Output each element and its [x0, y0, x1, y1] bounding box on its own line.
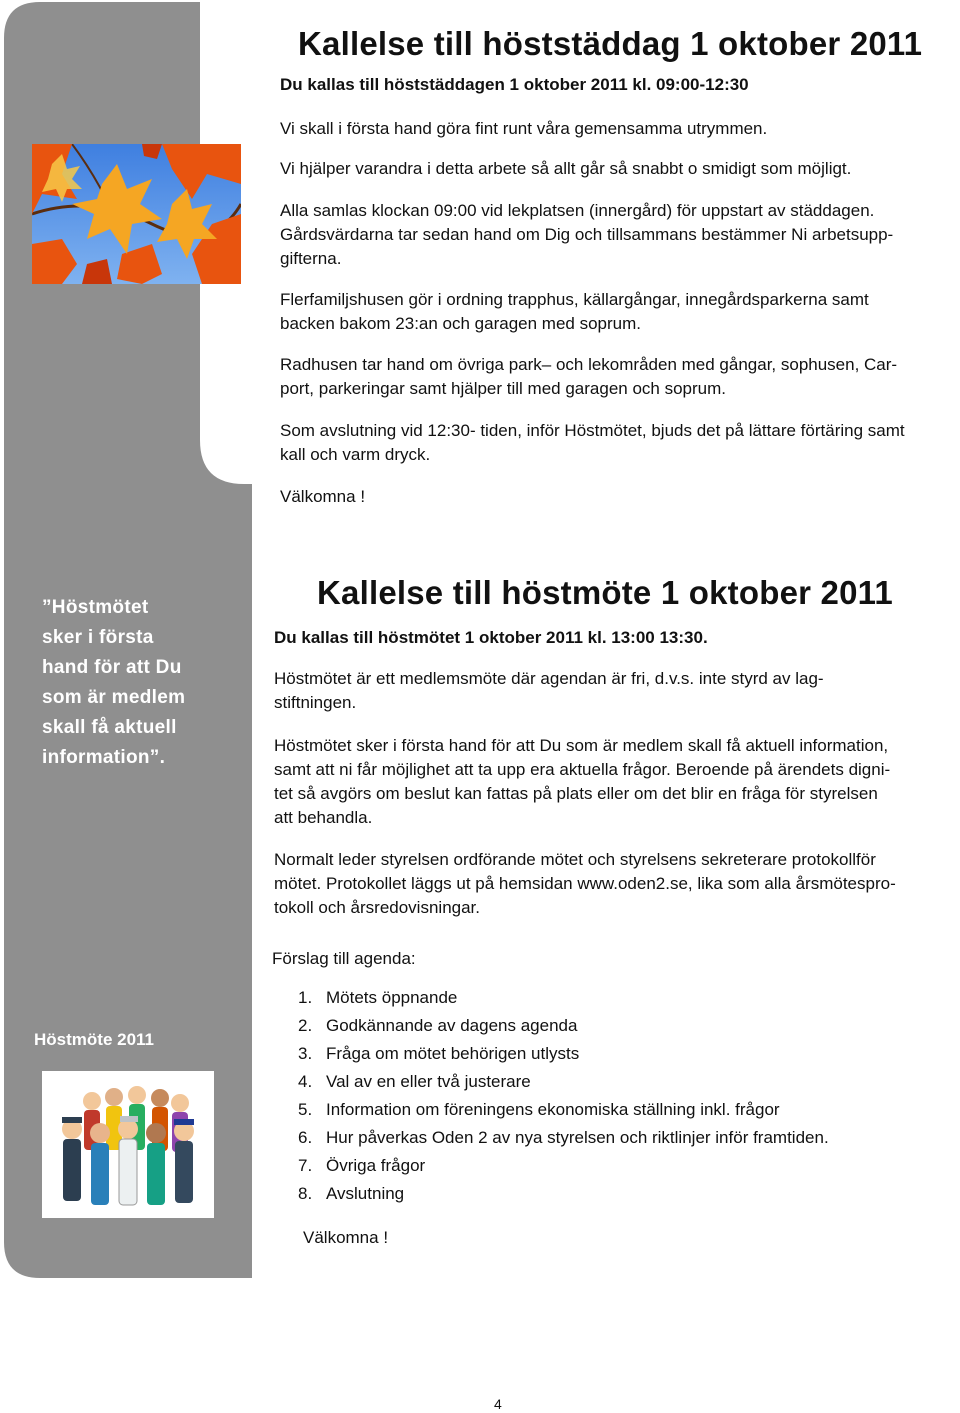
agenda-heading: Förslag till agenda:: [272, 949, 416, 968]
text-line: tokoll och årsredovisningar.: [274, 898, 481, 917]
text-line: Gårdsvärdarna tar sedan hand om Dig och tillsammans bestämmer Ni arbetsupp-: [280, 225, 894, 244]
text-line: backen bakom 23:an och garagen med soprum.: [280, 314, 642, 333]
meeting-welcome: Välkomna !: [303, 1228, 389, 1247]
meeting-paragraph-2: [274, 734, 890, 830]
text-line: Normalt leder styrelsen ordförande mötet och styrelsens sekreterare protokollför: [274, 850, 876, 869]
agenda-text: Avslutning: [326, 1184, 405, 1203]
agenda-item: [298, 1098, 829, 1126]
text-line: Höstmötet är ett medlemsmöte där agendan är fri, d.v.s. inte styrd av lag-: [274, 669, 824, 688]
text-line: stiftningen.: [274, 693, 357, 712]
agenda-list: [298, 986, 829, 1210]
agenda-item: [298, 1014, 829, 1042]
quote-line: ”Höstmötet: [42, 597, 149, 618]
quote-line: information”.: [42, 747, 166, 768]
meeting-subtitle: Du kallas till höstmötet 1 oktober 2011 kl. 13:00 13:30.: [274, 628, 708, 647]
agenda-number: 8.: [298, 1184, 313, 1203]
agenda-text: Fråga om mötet behörigen utlysts: [326, 1044, 580, 1063]
text-line: Radhusen tar hand om övriga park– och lekområden med gångar, sophusen, Car-: [280, 355, 898, 374]
quote-line: sker i första: [42, 627, 154, 648]
agenda-number: 6.: [298, 1128, 313, 1147]
agenda-text: Mötets öppnande: [326, 988, 458, 1007]
agenda-item: [298, 986, 829, 1014]
agenda-text: Godkännande av dagens agenda: [326, 1016, 578, 1035]
agenda-number: 7.: [298, 1156, 313, 1175]
text-line: gifterna.: [280, 249, 342, 268]
agenda-number: 3.: [298, 1044, 313, 1063]
meeting-paragraph-3: [274, 848, 896, 920]
agenda-text: Information om föreningens ekonomiska ställning inkl. frågor: [326, 1100, 780, 1119]
sidebar-label: Höstmöte 2011: [34, 1030, 154, 1049]
autumn-leaves-photo: [32, 144, 241, 284]
agenda-item: [298, 1182, 829, 1210]
cleanup-day-title: Kallelse till höststäddag 1 oktober 2011: [298, 25, 923, 62]
agenda-item: [298, 1126, 829, 1154]
meeting-title: Kallelse till höstmöte 1 oktober 2011: [317, 574, 893, 611]
agenda-number: 1.: [298, 988, 313, 1007]
cleanup-paragraph-2: Vi hjälper varandra i detta arbete så allt går så snabbt o smidigt som möjligt.: [280, 159, 852, 178]
people-illustration: [42, 1071, 214, 1218]
agenda-text: Övriga frågor: [326, 1156, 426, 1175]
cleanup-paragraph-1: Vi skall i första hand göra fint runt våra gemensamma utrymmen.: [280, 119, 768, 138]
page-number: 4: [494, 1396, 502, 1412]
agenda-number: 2.: [298, 1016, 313, 1035]
quote-line: hand för att Du: [42, 657, 182, 678]
text-line: port, parkeringar samt hjälper till med garagen och soprum.: [280, 379, 726, 398]
agenda-item: [298, 1070, 829, 1098]
text-line: mötet. Protokollet läggs ut på hemsidan www.oden2.se, lika som alla årsmötespro-: [274, 874, 896, 893]
agenda-number: 4.: [298, 1072, 313, 1091]
text-line: samt att ni får möjlighet att ta upp era aktuella frågor. Beroende på ärendets digni-: [274, 760, 891, 779]
text-line: att behandla.: [274, 808, 373, 827]
cleanup-paragraph-4: [280, 288, 869, 336]
agenda-item: [298, 1154, 829, 1182]
agenda-item: [298, 1042, 829, 1070]
text-line: kall och varm dryck.: [280, 445, 431, 464]
text-line: Höstmötet sker i första hand för att Du som är medlem skall få aktuell information,: [274, 736, 889, 755]
quote-line: som är medlem: [42, 687, 186, 708]
meeting-paragraph-1: [274, 667, 824, 715]
cleanup-day-subtitle: Du kallas till höststäddagen 1 oktober 2011 kl. 09:00-12:30: [280, 75, 749, 94]
agenda-text: Val av en eller två justerare: [326, 1072, 531, 1091]
text-line: tet så avgörs om beslut kan fattas på plats eller om det blir en fråga för styrelsen: [274, 784, 878, 803]
cleanup-paragraph-5: [280, 353, 897, 401]
agenda-number: 5.: [298, 1100, 313, 1119]
cleanup-paragraph-3: [280, 199, 893, 271]
text-line: Flerfamiljshusen gör i ordning trapphus, källargångar, innegårdsparkerna samt: [280, 290, 869, 309]
agenda-text: Hur påverkas Oden 2 av nya styrelsen och riktlinjer inför framtiden.: [326, 1128, 829, 1147]
text-line: Alla samlas klockan 09:00 vid lekplatsen (innergård) för uppstart av städdagen.: [280, 201, 875, 220]
cleanup-paragraph-6: [280, 419, 905, 467]
quote-line: skall få aktuell: [42, 717, 177, 738]
sidebar-quote: [42, 593, 242, 773]
text-line: Som avslutning vid 12:30- tiden, inför Höstmötet, bjuds det på lättare förtäring samt: [280, 421, 905, 440]
cleanup-welcome: Välkomna !: [280, 487, 366, 506]
